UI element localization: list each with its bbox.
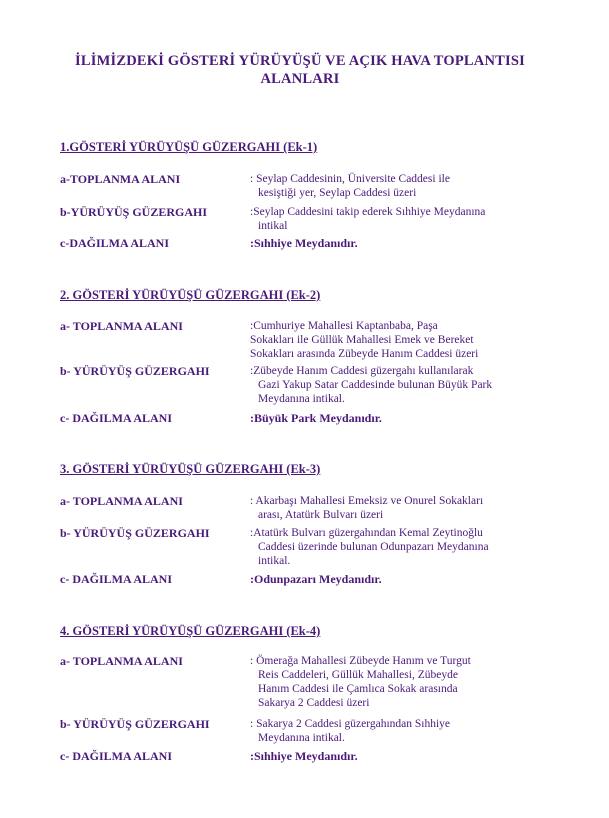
value-line: Reis Caddeleri, Güllük Mahallesi, Zübeyde (258, 669, 458, 681)
value-line: :Atatürk Bulvarı güzergahından Kemal Zeytinoğlu (250, 527, 483, 539)
gathering-area-value (250, 654, 540, 710)
value-line: Sokakları arasında Zübeyde Hanım Caddesi üzeri (250, 348, 479, 360)
value-line: Hanım Caddesi ile Çamlıca Sokak arasında (258, 683, 458, 695)
value-line: : Sakarya 2 Caddesi güzergahından Sıhhiye (250, 718, 451, 730)
value-line: Gazi Yakup Satar Caddesinde bulunan Büyük Park (258, 379, 493, 391)
route-section-2 (60, 287, 560, 425)
march-route-value (250, 717, 540, 745)
value-line: : Akarbaşı Mahallesi Emeksiz ve Onurel Sokakları (250, 495, 484, 507)
value-line: :Cumhuriye Mahallesi Kaptanbaba, Paşa (250, 320, 438, 332)
march-route-label: b- YÜRÜYÜŞ GÜZERGAHI (60, 717, 210, 731)
value-line: Meydanına intikal. (258, 732, 345, 744)
march-route-label: b- YÜRÜYÜŞ GÜZERGAHI (60, 526, 210, 540)
route-section-4 (60, 623, 560, 763)
value-line: intikal. (258, 555, 291, 567)
value-line: kesiştiği yer, Seylap Caddesi üzeri (258, 187, 417, 199)
dispersal-area-label: c- DAĞILMA ALANI (60, 749, 173, 763)
march-route-value (250, 526, 540, 568)
value-line: :Seylap Caddesini takip ederek Sıhhiye Meydanına (250, 206, 486, 218)
value-line: : Seylap Caddesinin, Üniversite Caddesi ile (250, 173, 450, 185)
value-line: Meydanına intikal. (258, 393, 345, 405)
section-heading: 4. GÖSTERİ YÜRÜYÜŞÜ GÜZERGAHI (Ek-4) (60, 624, 321, 638)
route-section-1 (60, 139, 560, 250)
dispersal-area-label: c- DAĞILMA ALANI (60, 572, 173, 586)
section-heading: 1.GÖSTERİ YÜRÜYÜŞÜ GÜZERGAHI (Ek-1) (60, 140, 318, 154)
document-title-line-2: ALANLARI (260, 71, 340, 87)
document-title-line-1: İLİMİZDEKİ GÖSTERİ YÜRÜYÜŞÜ VE AÇIK HAVA TOPLANTISI (75, 53, 525, 69)
gathering-area-value (250, 172, 540, 200)
dispersal-area-value: :Büyük Park Meydanıdır. (250, 411, 382, 425)
march-route-value (250, 205, 540, 233)
dispersal-area-value: :Sıhhiye Meydanıdır. (250, 236, 358, 250)
value-line: Sakarya 2 Caddesi üzeri (258, 697, 370, 709)
gathering-area-label: a- TOPLANMA ALANI (60, 319, 183, 333)
value-line: arası, Atatürk Bulvarı üzeri (258, 509, 384, 521)
value-line: :Zübeyde Hanım Caddesi güzergahı kullanılarak (250, 365, 474, 377)
gathering-area-value (250, 494, 540, 522)
march-route-label: b-YÜRÜYÜŞ GÜZERGAHI (60, 205, 208, 219)
march-route-value (250, 364, 540, 406)
route-section-3 (60, 461, 560, 586)
gathering-area-value (250, 319, 540, 361)
gathering-area-label: a- TOPLANMA ALANI (60, 654, 183, 668)
dispersal-area-value: :Sıhhiye Meydanıdır. (250, 749, 358, 763)
value-line: Sokakları ile Güllük Mahallesi Emek ve Bereket (250, 334, 474, 346)
section-heading: 3. GÖSTERİ YÜRÜYÜŞÜ GÜZERGAHI (Ek-3) (60, 462, 321, 476)
dispersal-area-label: c- DAĞILMA ALANI (60, 411, 173, 425)
dispersal-area-label: c-DAĞILMA ALANI (60, 236, 170, 250)
gathering-area-label: a-TOPLANMA ALANI (60, 172, 181, 186)
section-heading: 2. GÖSTERİ YÜRÜYÜŞÜ GÜZERGAHI (Ek-2) (60, 288, 321, 302)
dispersal-area-value: :Odunpazarı Meydanıdır. (250, 572, 382, 586)
march-route-label: b- YÜRÜYÜŞ GÜZERGAHI (60, 364, 210, 378)
value-line: Caddesi üzerinde bulunan Odunpazarı Meydanına (258, 541, 489, 553)
value-line: intikal (258, 220, 288, 232)
gathering-area-label: a- TOPLANMA ALANI (60, 494, 183, 508)
value-line: : Ömerağa Mahallesi Zübeyde Hanım ve Turgut (250, 655, 471, 667)
